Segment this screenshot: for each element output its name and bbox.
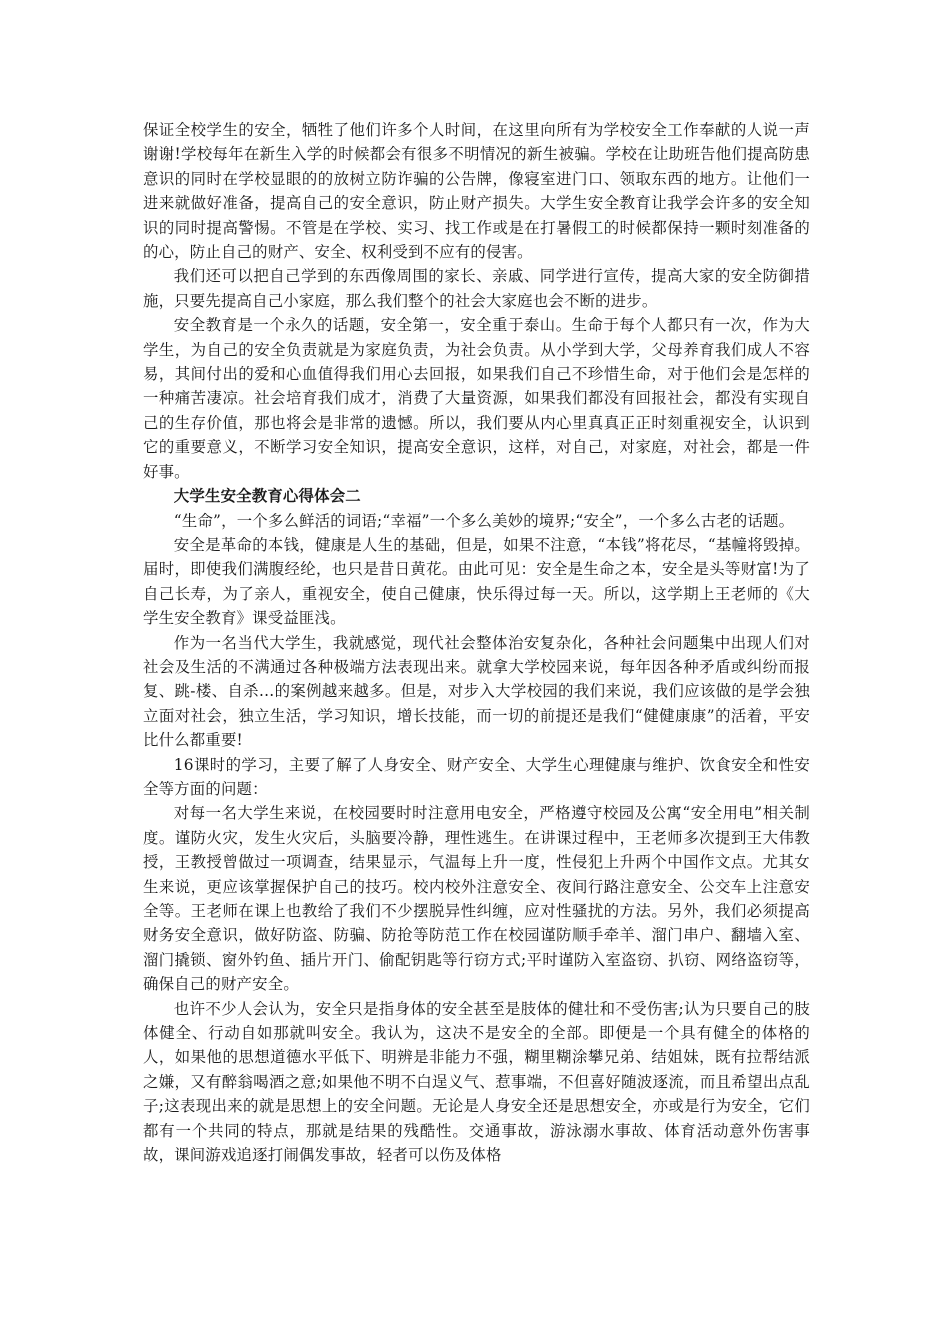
paragraph-safety-topic: 安全教育是一个永久的话题，安全第一，安全重于泰山。生命于每个人都只有一次，作为大学生，为自己的安全负责就是为家庭负责，为社会负责。从小学到大学，父母养育我们成人不容易，其间付出的爱和心血值得我们用心去回报，如果我们自己不珍惜生命，对于他们会是怎样的一种痛苦凄凉。社会培育我们成才，消费了大量资源，如果我们都没有回报社会，都没有实现自己的生存价值，那也将会是非常的遗憾。所以，我们要从内心里真真正正时刻重视安全，认识到它的重要意义，不断学习安全知识，提高安全意识，这样，对自己，对家庭，对社会，都是一件好事。 [143,316,810,481]
paragraph-modern-student: 作为一名当代大学生，我就感觉，现代社会整体治安复杂化，各种社会问题集中出现人们对社会及生活的不满通过各种极端方法表现出来。就拿大学校园来说，每年因各种矛盾或纠纷而报复、跳-楼、自杀…的案例越来越多。但是，对步入大学校园的我们来说，我们应该做的是学会独立面对社会，独立生活，学习知识，增长技能，而一切的前提还是我们“健健康康”的活着，平安比什么都重要! [143,633,810,750]
section-heading: 大学生安全教育心得体会二 [173,487,361,506]
paragraph-continuation: 保证全校学生的安全，牺牲了他们许多个人时间，在这里向所有为学校安全工作奉献的人说一声谢谢!学校每年在新生入学的时候都会有很多不明情况的新生被骗。学校在让助班告他们提高防患意识的同时在学校显眼的的放树立防诈骗的公告牌，像寝室进门口、领取东西的地方。让他们一进来就做好准备，提高自己的安全意识，防止财产损失。大学生安全教育让我学会许多的安全知识的同时提高警惕。不管是在学校、实习、找工作或是在打暑假工的时候都保持一颗时刻准备的的心，防止自己的财产、安全、权利受到不应有的侵害。 [143,121,810,262]
paragraph-thought-safety: 也许不少人会认为，安全只是指身体的安全甚至是肢体的健壮和不受伤害;认为只要自己的肢体健全、行动自如那就叫安全。我认为，这决不是安全的全部。即便是一个具有健全的体格的人，如果他的思想道德水平低下、明辨是非能力不强，糊里糊涂攀兄弟、结姐妹，既有拉帮结派之嫌，又有醉翁喝酒之意;如果他不明不白逞义气、惹事端，不但喜好随波逐流，而且希望出点乱子;这表现出来的就是思想上的安全问题。无论是人身安全还是思想安全，亦或是行为安全，它们都有一个共同的特点，那就是结果的残酷性。交通事故，游泳溺水事故、体育活动意外伤害事故，课间游戏追逐打闹偶发事故，轻者可以伤及体格 [143,999,810,1165]
paragraph-publicity: 我们还可以把自己学到的东西像周围的家长、亲戚、同学进行宣传，提高大家的安全防御措施，只要先提高自己小家庭，那么我们整个的社会大家庭也会不断的进步。 [143,267,810,310]
document-page [143,118,810,1167]
paragraph-campus-safety: 对每一名大学生来说，在校园要时时注意用电安全，严格遵守校园及公寓“安全用电”相关制度。谨防火灾，发生火灾后，头脑要冷静，理性逃生。在讲课过程中，王老师多次提到王大伟教授，王教授曾做过一项调查，结果显示，气温每上升一度，性侵犯上升两个中国作文点。尤其女生来说，更应该掌握保护自己的技巧。校内校外注意安全、夜间行路注意安全、公交车上注意安全等。王老师在课上也教给了我们不少摆脱异性纠缠，应对性骚扰的方法。另外，我们必须提高财务安全意识，做好防盗、防骗、防抢等防范工作在校园谨防顺手牵羊、溜门串户、翻墙入室、溜门撬锁、窗外钓鱼、插片开门、偷配钥匙等行窃方式;平时谨防入室盗窃、扒窃、网络盗窃等，确保自己的财产安全。 [143,804,810,994]
paragraph-safety-foundation: 安全是革命的本钱，健康是人生的基础，但是，如果不注意，“本钱”将花尽，“基幢将毁掉。届时，即使我们满腹经纶，也只是昔日黄花。由此可见：安全是生命之本，安全是头等财富!为了自己长寿，为了亲人，重视安全，使自己健康，快乐得过每一天。所以，这学期上王老师的《大学生安全教育》课受益匪浅。 [143,535,810,628]
paragraph-life-happiness: “生命”，一个多么鲜活的词语;“幸福”一个多么美妙的境界;“安全”，一个多么古老的话题。 [173,511,795,530]
paragraph-course-hours: 16课时的学习，主要了解了人身安全、财产安全、大学生心理健康与维护、饮食安全和性安全等方面的问题： [143,755,810,798]
